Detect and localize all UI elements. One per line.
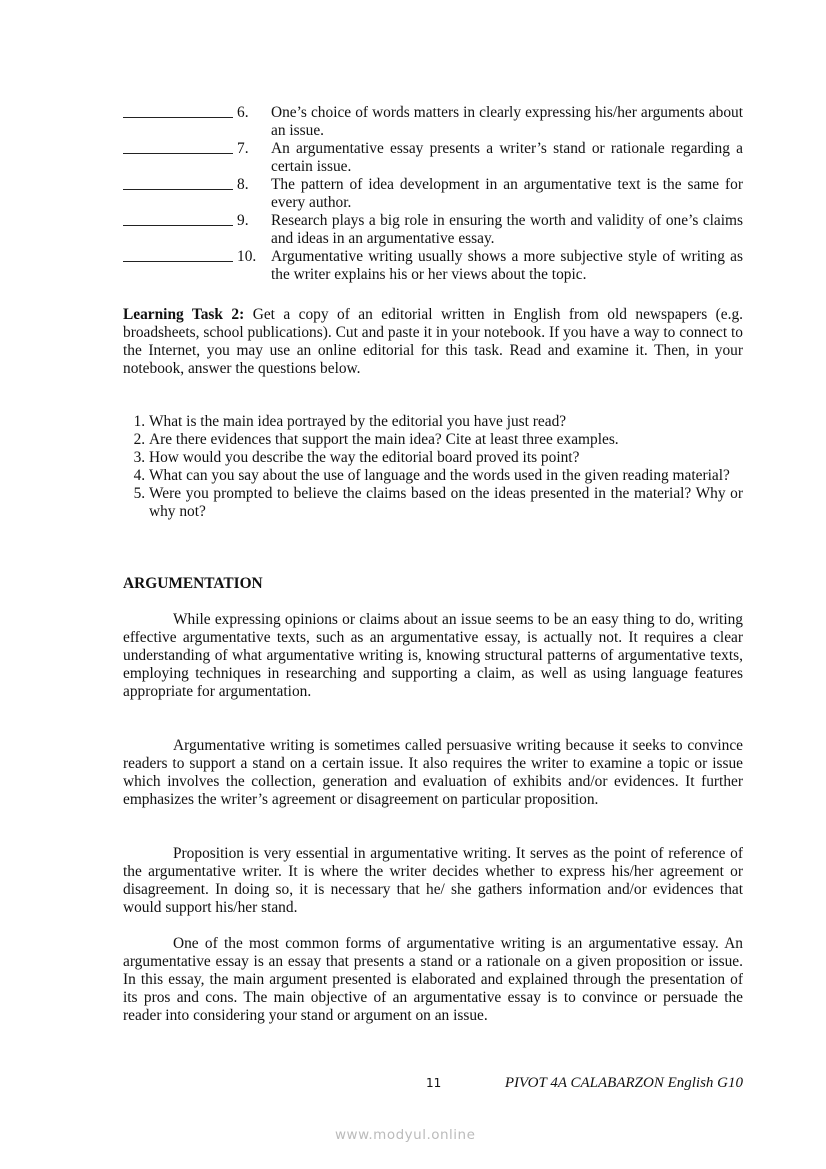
questions-list <box>123 413 743 521</box>
list-item <box>123 176 743 212</box>
series-title: PIVOT 4A CALABARZON English G10 <box>504 1075 743 1091</box>
answer-blank[interactable] <box>123 140 233 154</box>
answer-blank[interactable] <box>123 176 233 190</box>
answer-blank[interactable] <box>123 212 233 226</box>
page-number: 11 <box>426 1076 442 1090</box>
item-text: One’s choice of words matters in clearly expressing his/her arguments about an issue. <box>271 104 743 139</box>
item-text: The pattern of idea development in an argumentative text is the same for every author. <box>271 176 743 211</box>
paragraph <box>123 935 743 1025</box>
item-number: 7. <box>237 140 249 157</box>
section-heading-wrap <box>123 575 743 593</box>
question: 2. Are there evidences that support the main idea? Cite at least three examples. <box>149 431 743 449</box>
paragraph-text: One of the most common forms of argumentative writing is an argumentative essay. An argumentative essay is an essay that presents a stand or a rationale on a given proposition or issue. In this essay, the main argument presented is elaborated and explained through the presentation of its pros and cons. The main objective of an argumentative essay is to convince or persuade the reader into considering your stand or argument on an issue. <box>123 935 743 1024</box>
question: 4. What can you say about the use of language and the words used in the given reading material? <box>149 467 743 485</box>
true-false-items <box>123 104 743 284</box>
learning-task-instructions: Get a copy of an editorial written in English from old newspapers (e.g. broadsheets, school publications). Cut and paste it in your notebook. If you have a way to connect to the Internet, you may use an online editorial for this task. Read and examine it. Then, in your notebook, answer the questions below. <box>123 306 743 377</box>
answer-blank[interactable] <box>123 104 233 118</box>
question: 1. What is the main idea portrayed by the editorial you have just read? <box>149 413 743 431</box>
item-number: 6. <box>237 104 249 121</box>
item-number: 10. <box>237 248 257 265</box>
answer-blank[interactable] <box>123 248 233 262</box>
list-item <box>123 212 743 248</box>
paragraph <box>123 737 743 809</box>
learning-task <box>123 306 743 378</box>
list-item <box>123 140 743 176</box>
paragraph <box>123 845 743 917</box>
paragraph-text: Proposition is very essential in argumentative writing. It serves as the point of reference of the argumentative writer. It is where the writer decides whether to express his/her agreement or disagreement. In doing so, it is necessary that he/ she gathers information and/or evidences that would support his/her stand. <box>123 845 743 916</box>
question: 5. Were you prompted to believe the claims based on the ideas presented in the material? Why or why not? <box>149 485 743 521</box>
list-item <box>123 248 743 284</box>
paragraph-text: Argumentative writing is sometimes called persuasive writing because it seeks to convince readers to support a stand on a certain issue. It also requires the writer to examine a topic or issue which involves the collection, generation and evaluation of exhibits and/or evidences. It further emphasizes the writer’s agreement or disagreement on particular proposition. <box>123 737 743 808</box>
paragraph <box>123 611 743 701</box>
item-text: Research plays a big role in ensuring the worth and validity of one’s claims and ideas in an argumentative essay. <box>271 212 743 247</box>
paragraph-text: While expressing opinions or claims about an issue seems to be an easy thing to do, writing effective argumentative texts, such as an argumentative essay, is actually not. It requires a clear understanding of what argumentative writing is, knowing structural patterns of argumentative texts, employing techniques in researching and supporting a claim, as well as using language features appropriate for argumentation. <box>123 611 743 700</box>
item-text: An argumentative essay presents a writer’s stand or rationale regarding a certain issue. <box>271 140 743 175</box>
list-item <box>123 104 743 140</box>
learning-task-label: Learning Task 2: <box>123 306 245 323</box>
item-number: 9. <box>237 212 249 229</box>
section-heading: ARGUMENTATION <box>123 575 263 592</box>
item-text: Argumentative writing usually shows a more subjective style of writing as the writer explains his or her views about the topic. <box>271 248 743 283</box>
item-number: 8. <box>237 176 249 193</box>
question: 3. How would you describe the way the editorial board proved its point? <box>149 449 743 467</box>
watermark: www.modyul.online <box>335 1127 476 1143</box>
